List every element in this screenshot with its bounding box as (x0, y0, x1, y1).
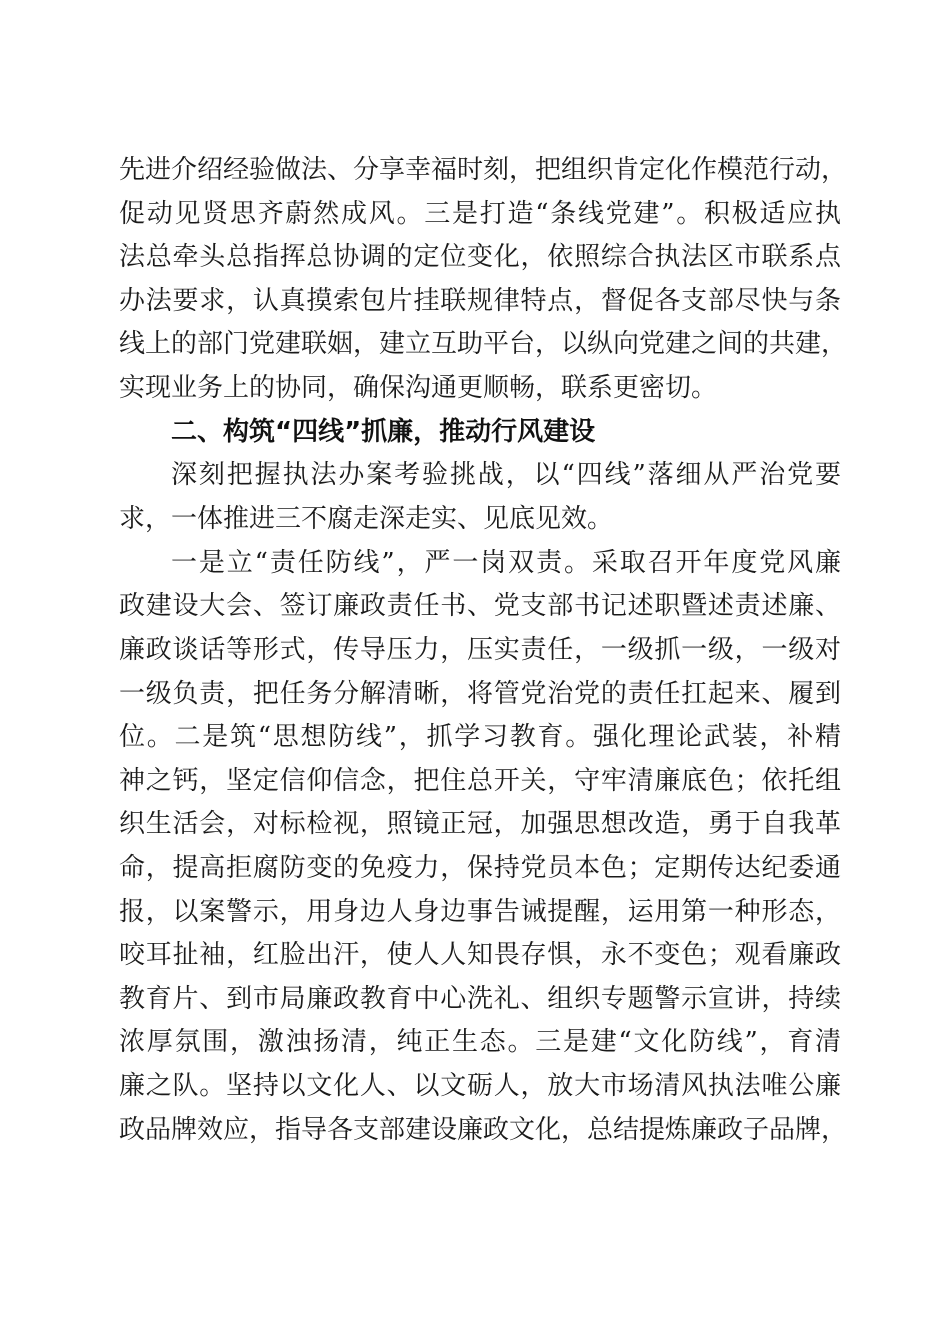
body-text-line: 先进介绍经验做法、分享幸福时刻，把组织肯定化作模范行动， (119, 155, 848, 185)
body-text-line: 办法要求，认真摸索包片挂联规律特点，督促各支部尽快与条 (119, 286, 841, 316)
body-text-line: 报，以案警示，用身边人身边事告诫提醒，运用第一种形态， (119, 897, 841, 927)
body-text-line: 廉之队。坚持以文化人、以文砺人，放大市场清风执法唯公廉 (119, 1071, 841, 1101)
body-text-line: 一是立“责任防线”，严一岗双责。采取召开年度党风廉 (171, 548, 841, 578)
body-text-line: 咬耳扯袖，红脸出汗，使人人知畏存惧，永不变色；观看廉政 (119, 940, 841, 970)
body-text-line: 法总牵头总指挥总协调的定位变化，依照综合执法区市联系点 (119, 242, 841, 272)
body-text-line: 位。二是筑“思想防线”，抓学习教育。强化理论武装，补精 (119, 722, 841, 752)
body-text-line: 织生活会，对标检视，照镜正冠，加强思想改造，勇于自我革 (119, 809, 841, 839)
body-text-line: 政品牌效应，指导各支部建设廉政文化，总结提炼廉政子品牌， (119, 1115, 848, 1145)
body-text-line: 教育片、到市局廉政教育中心洗礼、组织专题警示宣讲，持续 (119, 984, 841, 1014)
body-text-line: 实现业务上的协同，确保沟通更顺畅，联系更密切。 (119, 373, 718, 403)
body-text-line: 线上的部门党建联姻，建立互助平台，以纵向党建之间的共建， (119, 329, 848, 359)
body-text-line: 促动见贤思齐蔚然成风。三是打造“条线党建”。积极适应执 (119, 199, 841, 229)
body-text-line: 一级负责，把任务分解清晰，将管党治党的责任扛起来、履到 (119, 679, 841, 709)
body-text-line: 浓厚氛围，激浊扬清，纯正生态。三是建“文化防线”，育清 (119, 1027, 841, 1057)
body-text-line: 深刻把握执法办案考验挑战，以“四线”落细从严治党要 (171, 460, 841, 490)
body-text-line: 命，提高拒腐防变的免疫力，保持党员本色；定期传达纪委通 (119, 853, 841, 883)
body-text-line: 政建设大会、签订廉政责任书、党支部书记述职暨述责述廉、 (119, 591, 841, 621)
body-text-line: 求，一体推进三不腐走深走实、见底见效。 (119, 504, 614, 534)
section-heading: 二、构筑“四线”抓廉，推动行风建设 (171, 417, 596, 447)
body-text-line: 神之钙，坚定信仰信念，把住总开关，守牢清廉底色；依托组 (119, 766, 841, 796)
body-text-line: 廉政谈话等形式，传导压力，压实责任，一级抓一级，一级对 (119, 635, 841, 665)
